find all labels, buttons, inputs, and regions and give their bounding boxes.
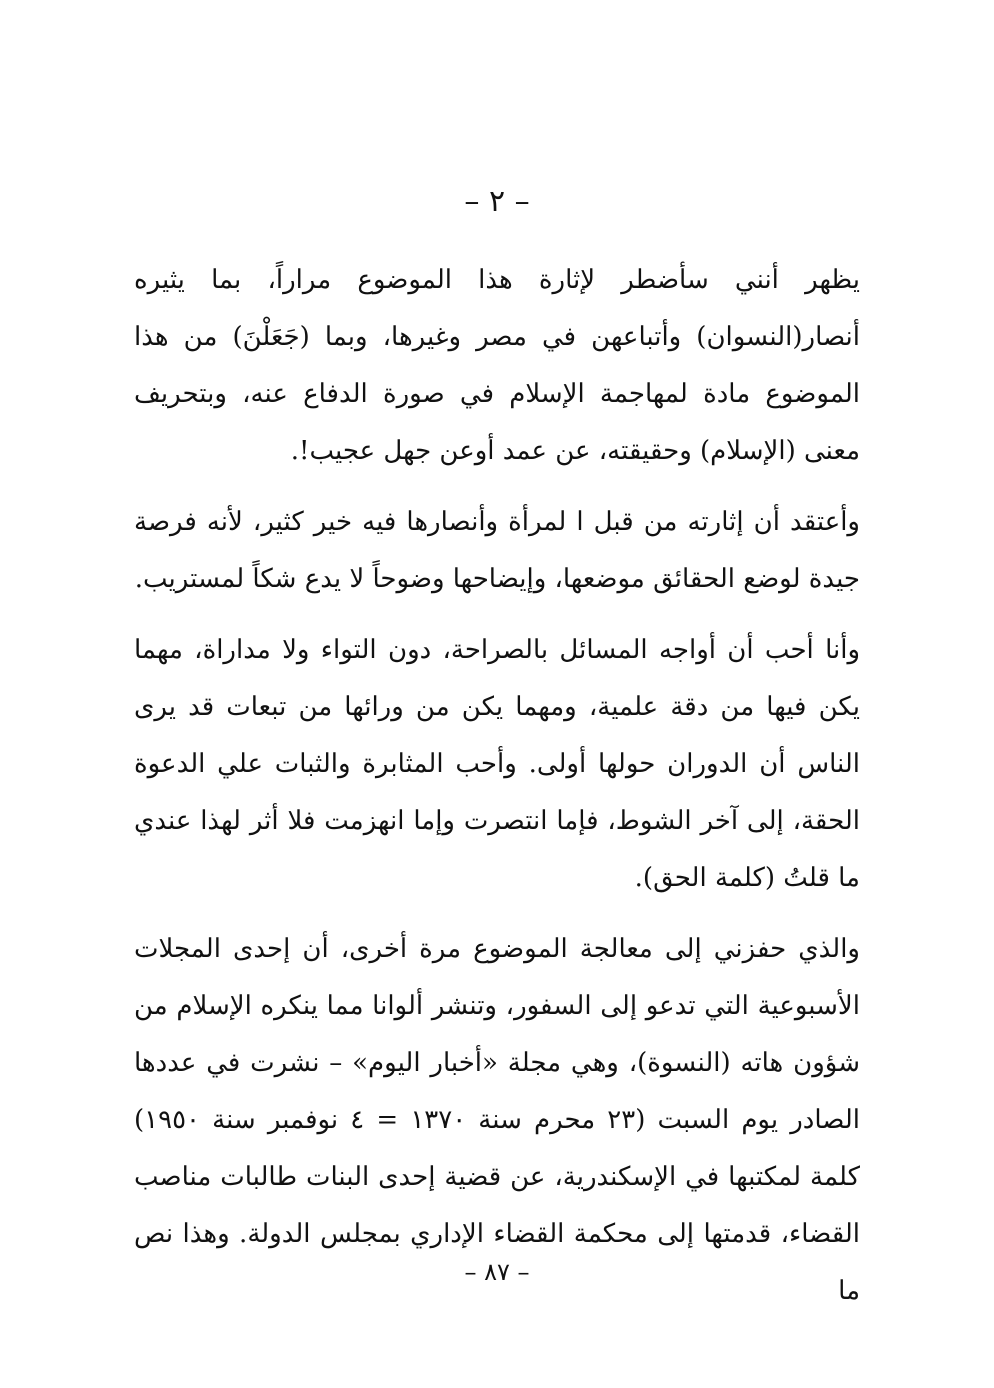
section-number: – ٢ – (464, 184, 530, 219)
page-body (134, 252, 860, 1334)
paragraph-2: وأعتقد أن إثارته من قبل ا لمرأة وأنصارها فيه خير كثير، لأنه فرصة جيدة لوضع الحقائق موضعها، وإيضاحها وضوحاً لا يدع شكاً لمستريب. (134, 507, 860, 594)
paragraph-3: وأنا أحب أن أواجه المسائل بالصراحة، دون التواء ولا مداراة، مهما يكن فيها من دقة علمية، ومهما يكن من ورائها من تبعات قد يرى الناس أن الدوران حولها أولى. وأحب المثابرة والثبات علي الدعوة الحقة، إلى آخر الشوط، فإما انتصرت وإما انهزمت فلا أثر لهذا عندي ما قلتُ (كلمة الحق). (134, 635, 860, 893)
paragraph-1: يظهر أنني سأضطر لإثارة هذا الموضوع مراراً، بما يثيره أنصار(النسوان) وأتباعهن في مصر وغيرها، وبما (جَعَلْنَ) من هذا الموضوع مادة لمهاجمة الإسلام في صورة الدفاع عنه، وبتحريف معنى (الإسلام) وحقيقته، عن عمد أوعن جهل عجيب!. (134, 265, 860, 466)
paragraph-4: والذي حفزني إلى معالجة الموضوع مرة أخرى، أن إحدى المجلات الأسبوعية التي تدعو إلى السفور، وتنشر ألوانا مما ينكره الإسلام من شؤون هاته (النسوة)، وهي مجلة «أخبار اليوم» – نشرت في عددها الصادر يوم السبت (٢٣ محرم سنة ١٣٧٠ = ٤ نوفمبر سنة ١٩٥٠) كلمة لمكتبها في الإسكندرية، عن قضية إحدى البنات طالبات مناصب القضاء، قدمتها إلى محكمة القضاء الإداري بمجلس الدولة. وهذا نص ما (134, 934, 860, 1306)
page-number: – ٨٧ – (464, 1258, 530, 1286)
